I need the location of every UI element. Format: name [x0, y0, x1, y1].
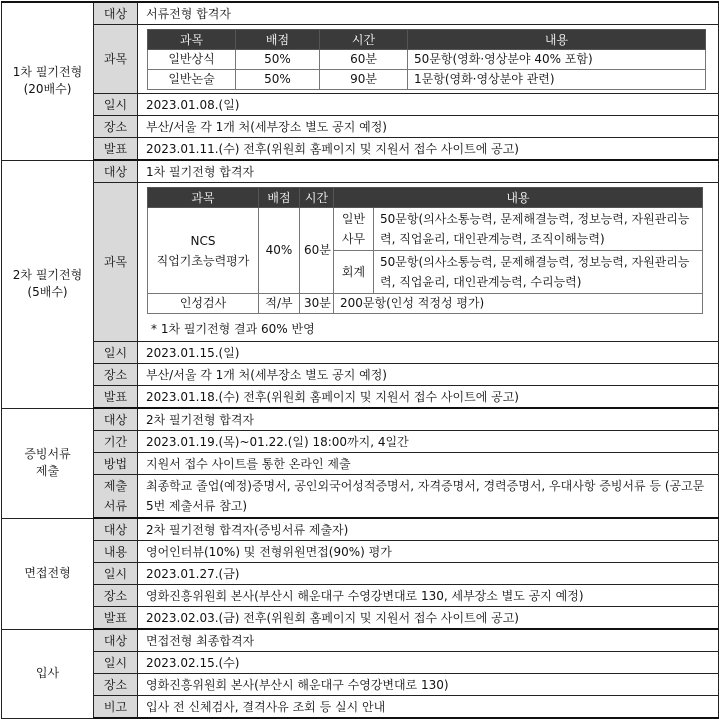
stage3-title-line2: 제출: [35, 464, 60, 478]
stage3-method-value: 지원서 접수 사이트를 통한 온라인 제출: [138, 453, 719, 475]
stage2-announce-label: 발표: [94, 386, 138, 409]
stage4-place-value: 영화진흥위원회 본사(부산시 해운대구 수영강변대로 130, 세부장소 별도 공지 예정): [138, 585, 719, 607]
general-office-cell: [334, 208, 374, 251]
stage2-subjects-header: [148, 188, 703, 208]
subject-time: 60분: [320, 50, 408, 70]
header-time: 시간: [320, 30, 408, 50]
stage4-title-cell: [2, 518, 94, 629]
ncs-name-line2: 직업기초능력평가: [156, 253, 250, 268]
stage2-ratio: (5배수): [27, 285, 68, 299]
stage4-place-row: [2, 585, 719, 607]
stage1-subject-row: [2, 25, 719, 94]
stage5-place-label: 장소: [94, 674, 138, 696]
table-row: [148, 294, 703, 314]
stage2-subjects-cell: [138, 183, 719, 342]
header-subject: 과목: [148, 30, 236, 50]
stage3-target-row: [2, 408, 719, 431]
stage1-place-value: 부산/서울 각 1개 처(세부장소 별도 공지 예정): [138, 116, 719, 138]
stage3-title-cell: [2, 408, 94, 518]
stage5-date-label: 일시: [94, 652, 138, 674]
stage5-remark-row: [2, 696, 719, 719]
stage4-target-label: 대상: [94, 518, 138, 541]
stage2-announce-value: 2023.01.18.(수) 전후(위원회 홈페이지 및 지원서 접수 사이트에 공고): [138, 386, 719, 409]
stage5-remark-label: 비고: [94, 696, 138, 719]
stage4-place-label: 장소: [94, 585, 138, 607]
general-office-content: 50문항(의사소통능력, 문제해결능력, 정보능력, 자원관리능력, 직업윤리, 대인관계능력, 조직이해능력): [374, 208, 703, 251]
stage3-docs-row: [2, 475, 719, 519]
stage1-date-label: 일시: [94, 94, 138, 116]
personality-name: 인성검사: [148, 294, 259, 314]
stage1-announce-row: [2, 138, 719, 161]
stage4-date-value: 2023.01.27.(금): [138, 563, 719, 585]
stage1-subjects-table: [147, 29, 706, 90]
subject-name: 일반상식: [148, 50, 236, 70]
stage1-target-value: 서류전형 합격자: [138, 2, 719, 25]
personality-score: 적/부: [259, 294, 300, 314]
stage5-target-row: [2, 629, 719, 652]
stage2-subjects-table: [147, 187, 703, 314]
stage5-title-cell: [2, 629, 94, 718]
stage4-date-label: 일시: [94, 563, 138, 585]
subject-content: 1문항(영화·영상분야 관련): [408, 70, 706, 90]
stage3-period-row: [2, 431, 719, 453]
stage3-period-label: 기간: [94, 431, 138, 453]
table-row: [148, 70, 706, 90]
stage4-announce-row: [2, 607, 719, 630]
subject-score: 50%: [236, 50, 320, 70]
stage5-remark-value: 입사 전 신체검사, 결격사유 조회 등 실시 안내: [138, 696, 719, 719]
stage3-period-value: 2023.01.19.(목)~01.22.(일) 18:00까지, 4일간: [138, 431, 719, 453]
stage4-content-label: 내용: [94, 541, 138, 563]
table-row: [148, 208, 703, 251]
stage3-target-label: 대상: [94, 408, 138, 431]
stage1-subject-label: 과목: [94, 25, 138, 94]
docs-label-line2: 서류: [103, 499, 128, 513]
stage2-target-value: 1차 필기전형 합격자: [138, 160, 719, 183]
header-score: 배점: [236, 30, 320, 50]
stage3-method-row: [2, 453, 719, 475]
stage5-place-row: [2, 674, 719, 696]
stage1-date-row: [2, 94, 719, 116]
stage2-title-cell: [2, 160, 94, 408]
header-content: 내용: [408, 30, 706, 50]
stage4-date-row: [2, 563, 719, 585]
stage3-docs-label: [94, 475, 138, 519]
stage2-announce-row: [2, 386, 719, 409]
subject-name: 일반논술: [148, 70, 236, 90]
stage2-date-label: 일시: [94, 342, 138, 364]
stage1-date-value: 2023.01.08.(일): [138, 94, 719, 116]
stage3-target-value: 2차 필기전형 합격자: [138, 408, 719, 431]
stage4-title: 면접전형: [24, 566, 71, 580]
general-office-line2: 사무: [341, 232, 366, 246]
subject-time: 90분: [320, 70, 408, 90]
stage2-date-row: [2, 342, 719, 364]
stage2-subject-label: 과목: [94, 183, 138, 342]
personality-time: 30분: [300, 294, 334, 314]
stage4-announce-value: 2023.02.03.(금) 전후(위원회 홈페이지 및 지원서 접수 사이트에 공고): [138, 607, 719, 630]
stage2-note: * 1차 필기전형 결과 60% 반영: [151, 322, 315, 336]
stage2-date-value: 2023.01.15.(일): [138, 342, 719, 364]
stage1-subjects-header: [148, 30, 706, 50]
ncs-score: 40%: [259, 208, 300, 294]
stage2-place-label: 장소: [94, 364, 138, 386]
header-subject: 과목: [148, 188, 259, 208]
stage4-target-value: 2차 필기전형 합격자(증빙서류 제출자): [138, 518, 719, 541]
stage2-title: 2차 필기전형: [12, 268, 83, 282]
stage2-target-label: 대상: [94, 160, 138, 183]
ncs-name-line1: NCS: [190, 233, 216, 248]
stage1-title-cell: [2, 2, 94, 160]
stage2-target-row: [2, 160, 719, 183]
ncs-subject-name: [148, 208, 259, 294]
stage1-announce-label: 발표: [94, 138, 138, 161]
stage3-title-line1: 증빙서류: [24, 447, 71, 461]
stage5-date-row: [2, 652, 719, 674]
stage5-target-label: 대상: [94, 629, 138, 652]
stage1-target-label: 대상: [94, 2, 138, 25]
header-content: 내용: [334, 188, 703, 208]
header-time: 시간: [300, 188, 334, 208]
stage2-place-value: 부산/서울 각 1개 처(세부장소 별도 공지 예정): [138, 364, 719, 386]
subject-score: 50%: [236, 70, 320, 90]
stage4-content-value: 영어인터뷰(10%) 및 전형위원면접(90%) 평가: [138, 541, 719, 563]
stage5-title: 입사: [35, 666, 60, 680]
personality-content: 200문항(인성 적정성 평가): [334, 294, 703, 314]
accounting-cell: 회계: [334, 251, 374, 294]
recruitment-schedule-table: [1, 1, 719, 719]
stage4-target-row: [2, 518, 719, 541]
general-office-line1: 일반: [341, 212, 366, 226]
stage3-docs-value: 최종학교 졸업(예정)증명서, 공인외국어성적증명서, 자격증명서, 경력증명서, 우대사항 증빙서류 등 (공고문 5번 제출서류 참고): [138, 475, 719, 519]
table-row: [148, 50, 706, 70]
stage5-place-value: 영화진흥위원회 본사(부산시 해운대구 수영강변대로 130): [138, 674, 719, 696]
stage2-place-row: [2, 364, 719, 386]
stage1-subjects-cell: [138, 25, 719, 94]
stage3-method-label: 방법: [94, 453, 138, 475]
stage1-ratio: (20배수): [23, 82, 72, 97]
stage4-announce-label: 발표: [94, 607, 138, 630]
stage1-title: 1차 필기전형: [12, 65, 83, 80]
stage1-place-label: 장소: [94, 116, 138, 138]
docs-label-line1: 제출: [103, 479, 128, 493]
subject-content: 50문항(영화·영상분야 40% 포함): [408, 50, 706, 70]
stage1-announce-value: 2023.01.11.(수) 전후(위원회 홈페이지 및 지원서 접수 사이트에 공고): [138, 138, 719, 161]
stage1-place-row: [2, 116, 719, 138]
stage4-content-row: [2, 541, 719, 563]
accounting-content: 50문항(의사소통능력, 문제해결능력, 정보능력, 자원관리능력, 직업윤리, 대인관계능력, 수리능력): [374, 251, 703, 294]
stage1-target-row: [2, 2, 719, 25]
ncs-time: 60분: [300, 208, 334, 294]
stage2-subject-row: [2, 183, 719, 342]
stage5-target-value: 면접전형 최종합격자: [138, 629, 719, 652]
header-score: 배점: [259, 188, 300, 208]
stage5-date-value: 2023.02.15.(수): [138, 652, 719, 674]
